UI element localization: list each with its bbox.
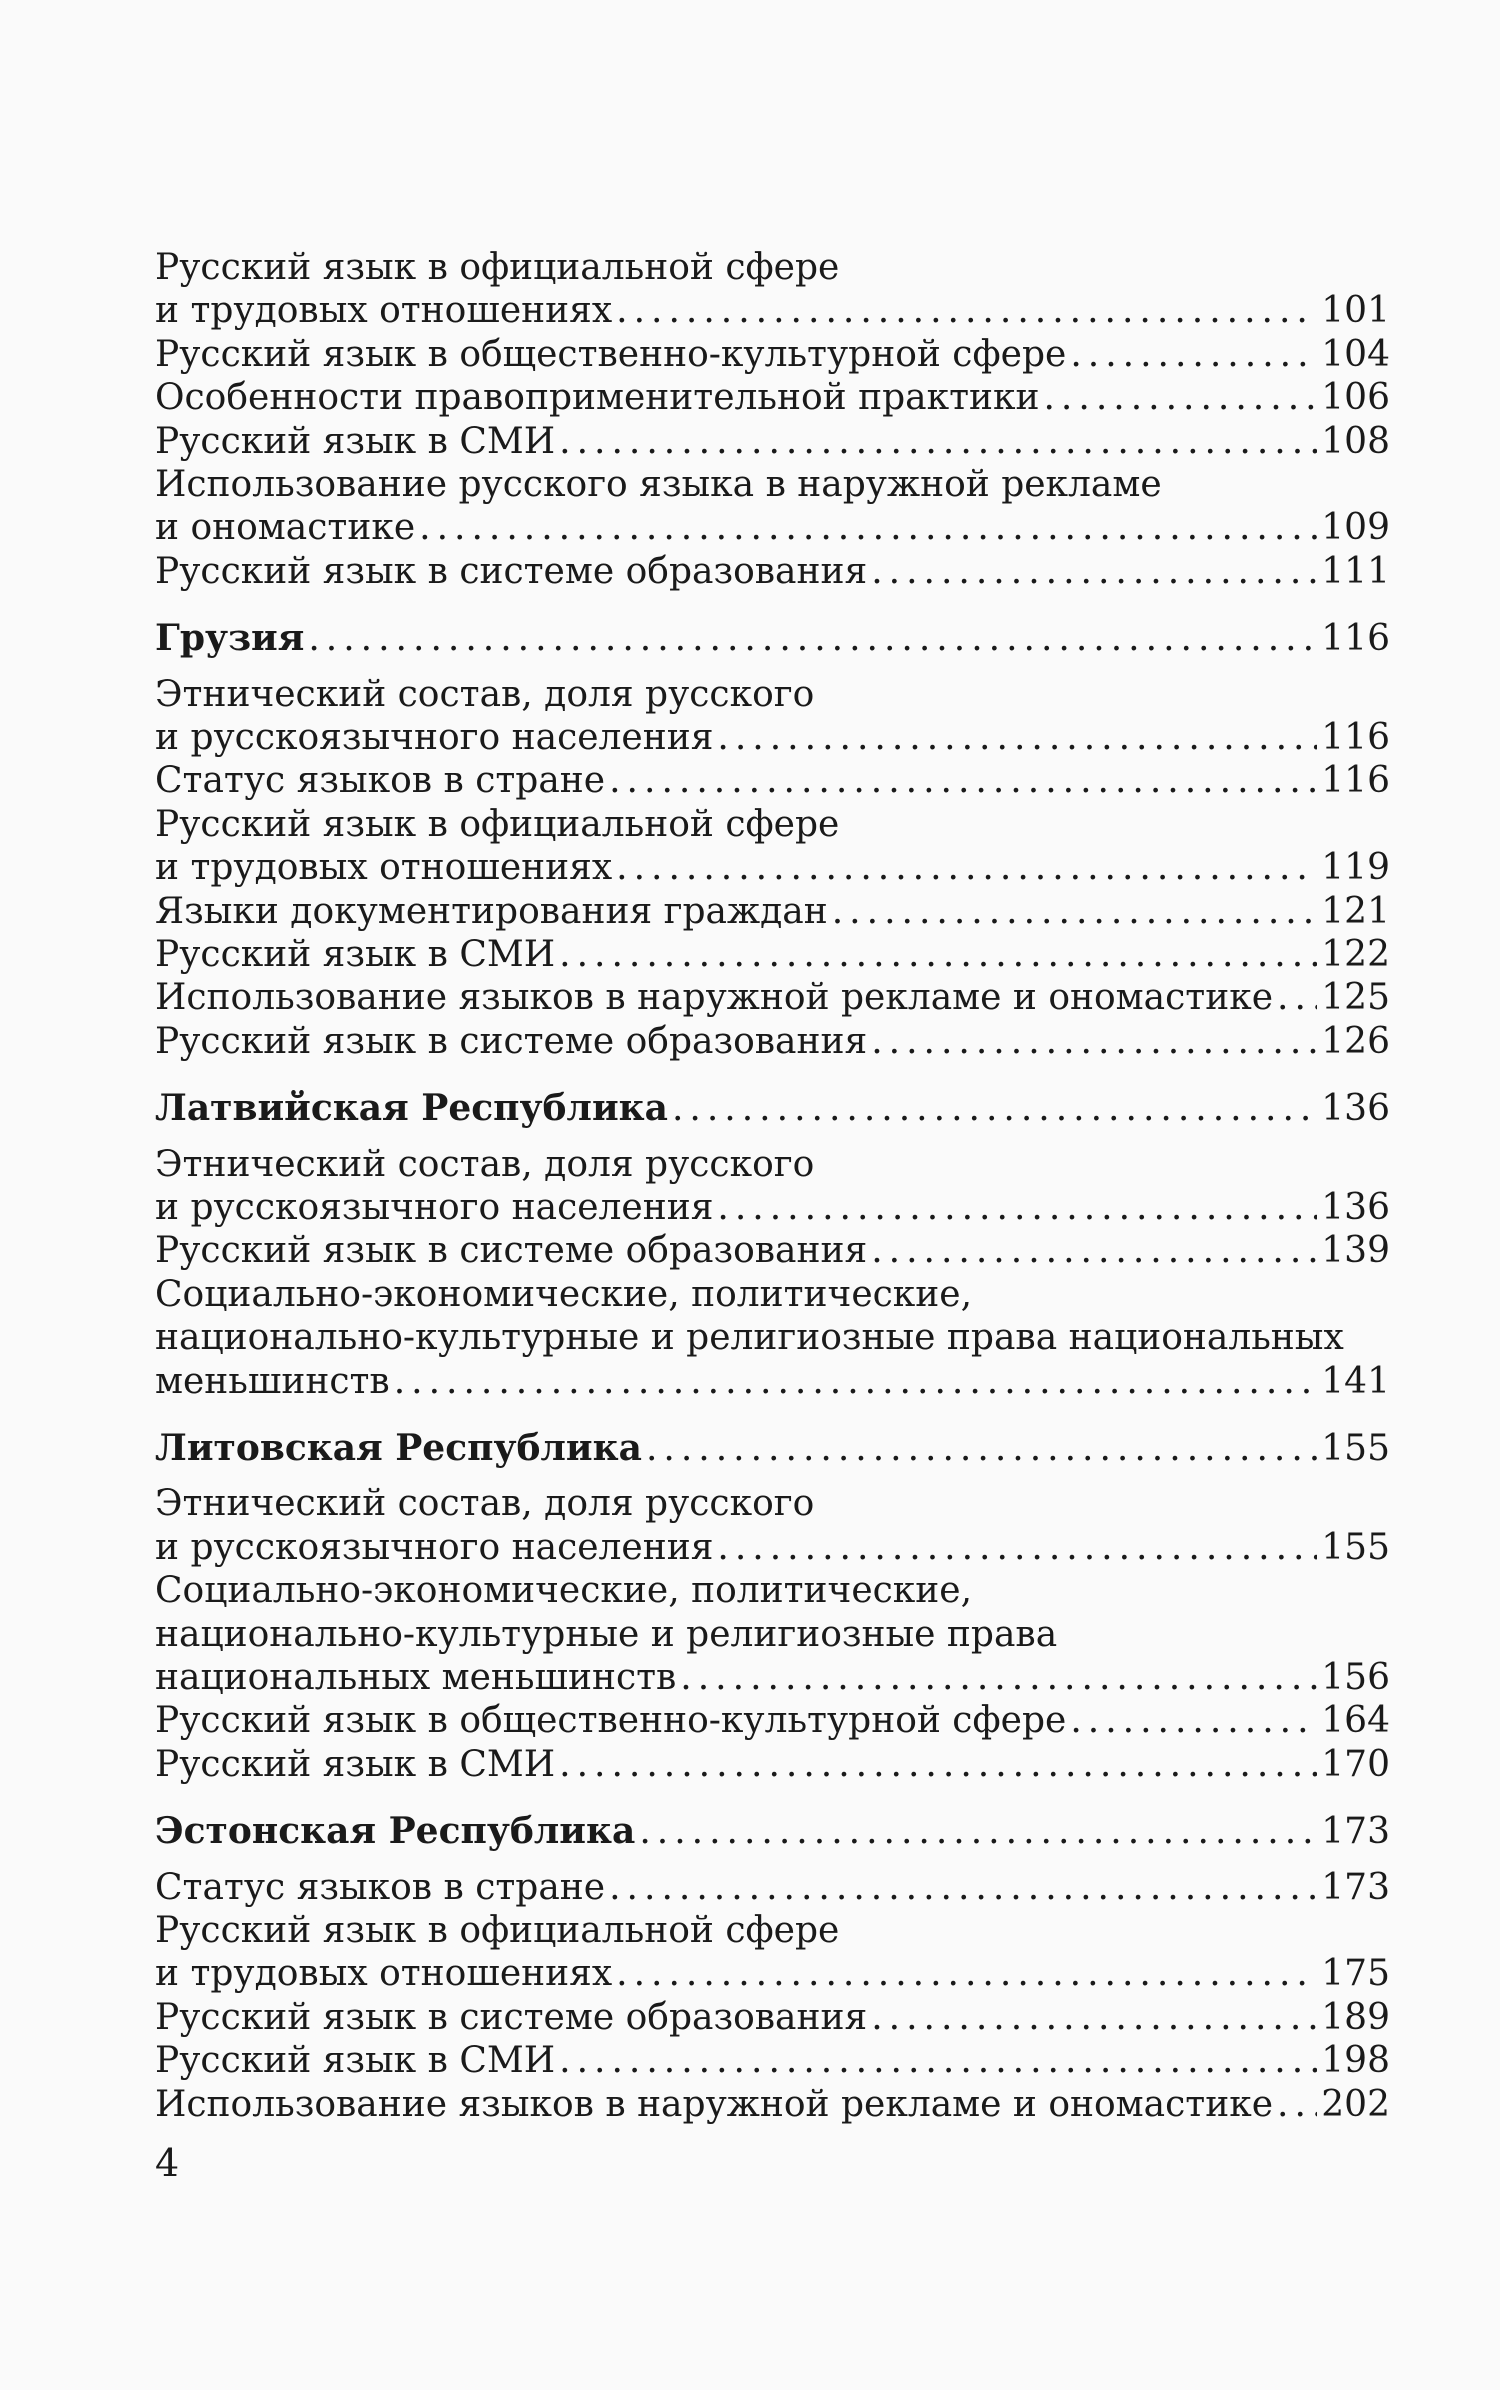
toc-entry-text: и трудовых отношениях (155, 290, 613, 332)
toc-entry-text: национально-культурные и религиозные права национальных (155, 1317, 1344, 1359)
toc-entry (155, 2082, 1390, 2128)
toc-entry-text: Использование языков в наружной рекламе и ономастике (155, 977, 1274, 1019)
toc-page-number: 126 (1321, 1020, 1390, 1062)
toc-entry-text: Статус языков в стране (155, 1866, 606, 1908)
toc-page-number: 175 (1321, 1953, 1390, 1995)
toc-page-number: 101 (1321, 290, 1390, 332)
toc-entry-text: Русский язык в системе образования (155, 1996, 868, 2038)
toc-entry-text: Этнический состав, доля русского (155, 1143, 815, 1185)
toc-entry-text: Русский язык в системе образования (155, 1020, 868, 1062)
toc-entry-text: и русскоязычного населения (155, 1187, 714, 1228)
toc-line (155, 462, 1390, 508)
dot-leader (1043, 375, 1317, 421)
toc-entry-text: Русский язык в официальной сфере (155, 247, 840, 288)
toc-entry-text: Русский язык в общественно-культурной сфере (155, 1700, 1067, 1742)
toc-entry (155, 1742, 1390, 1788)
toc-page-number: 116 (1321, 717, 1390, 758)
dot-leader (609, 758, 1317, 804)
toc-page-number: 104 (1321, 333, 1390, 375)
toc-entry-text: и русскоязычного населения (155, 1526, 714, 1568)
dot-leader (308, 616, 1317, 662)
toc-entry (155, 758, 1390, 804)
toc-entry-text: Литовская Республика (155, 1427, 642, 1469)
toc-entry (155, 375, 1390, 421)
toc-entry-text: Русский язык в СМИ (155, 2040, 556, 2082)
toc-page-number: 173 (1321, 1811, 1390, 1853)
toc-entry (155, 1359, 1390, 1405)
toc-page-number: 111 (1321, 550, 1390, 592)
toc-entry-text: Русский язык в СМИ (155, 934, 556, 975)
toc-entry (155, 2038, 1390, 2084)
toc-section-heading (155, 615, 1390, 661)
toc-line (155, 245, 1390, 291)
toc-entry (155, 1228, 1390, 1274)
toc-entry-text: Этнический состав, доля русского (155, 673, 815, 715)
toc-entry (155, 288, 1390, 334)
toc-page-number: 164 (1321, 1700, 1390, 1742)
toc-page-number: 202 (1321, 2083, 1390, 2125)
toc-entry-text: Русский язык в официальной сфере (155, 1910, 840, 1951)
toc-entry-text: Этнический состав, доля русского (155, 1483, 815, 1525)
dot-leader (559, 1742, 1317, 1788)
toc-section-heading (155, 1808, 1390, 1854)
dot-leader (871, 1995, 1317, 2041)
toc-entry (155, 1865, 1390, 1911)
toc-page-number: 155 (1321, 1428, 1390, 1469)
toc-page-number: 155 (1321, 1526, 1390, 1568)
toc-entry (155, 1995, 1390, 2041)
toc-page-number: 106 (1321, 377, 1390, 419)
dot-leader (616, 1951, 1317, 1997)
dot-leader (616, 845, 1317, 891)
dot-leader (871, 549, 1317, 595)
toc-entry-text: национально-культурные и религиозные права (155, 1613, 1058, 1655)
toc-line (155, 1142, 1390, 1188)
toc-entry (155, 332, 1390, 378)
toc-page-number: 189 (1321, 1996, 1390, 2038)
toc-line (155, 672, 1390, 718)
toc-page-number: 109 (1321, 507, 1390, 549)
toc-line (155, 1568, 1390, 1614)
dot-leader (1277, 2082, 1317, 2128)
toc-page-number: 121 (1321, 890, 1390, 932)
toc-entry-text: Латвийская Республика (155, 1087, 668, 1130)
toc-entry-text: Русский язык в официальной сфере (155, 803, 840, 845)
toc-page-number: 170 (1321, 1743, 1390, 1785)
toc-line (155, 1481, 1390, 1527)
toc-page-number: 136 (1321, 1187, 1390, 1228)
toc-entry-text: Эстонская Республика (155, 1810, 636, 1853)
toc-section-heading (155, 1425, 1390, 1471)
toc-entry-text: и трудовых отношениях (155, 1953, 613, 1995)
toc-entry (155, 549, 1390, 595)
toc-entry (155, 1525, 1390, 1571)
page-number: 4 (155, 2141, 180, 2185)
dot-leader (419, 505, 1317, 551)
toc-page-number: 198 (1321, 2040, 1390, 2082)
dot-leader (871, 1019, 1317, 1065)
dot-leader (680, 1655, 1317, 1701)
dot-leader (717, 1185, 1317, 1231)
toc-entry (155, 419, 1390, 465)
toc-page-number: 119 (1321, 847, 1390, 889)
toc-page-number: 141 (1321, 1360, 1390, 1402)
toc-entry-text: национальных меньшинств (155, 1657, 677, 1698)
toc-entry (155, 975, 1390, 1021)
toc-entry-text: Использование языков в наружной рекламе и ономастике (155, 2083, 1274, 2125)
dot-leader (871, 1228, 1317, 1274)
toc-page-number: 125 (1321, 977, 1390, 1019)
toc-entry-text: Социально-экономические, политические, (155, 1273, 973, 1315)
toc-entry (155, 889, 1390, 935)
toc-page-number: 173 (1321, 1866, 1390, 1908)
dot-leader (394, 1359, 1318, 1405)
toc-page-number: 116 (1321, 618, 1390, 660)
toc-section-heading (155, 1085, 1390, 1131)
dot-leader (717, 1525, 1317, 1571)
toc-page-number: 122 (1321, 934, 1390, 975)
toc-line (155, 1315, 1390, 1361)
toc-page-number: 116 (1321, 760, 1390, 802)
toc-entry-text: Языки документирования граждан (155, 890, 828, 932)
toc-entry (155, 505, 1390, 551)
toc-entry-text: и русскоязычного населения (155, 717, 714, 758)
toc-entry-text: Русский язык в СМИ (155, 1743, 556, 1785)
toc-entry (155, 715, 1390, 761)
toc-entry (155, 932, 1390, 978)
toc-page-number: 108 (1321, 420, 1390, 462)
toc-page-number: 156 (1321, 1657, 1390, 1698)
toc-entry (155, 1655, 1390, 1701)
toc-line (155, 802, 1390, 848)
toc-entry (155, 1019, 1390, 1065)
dot-leader (559, 2038, 1317, 2084)
toc-entry (155, 845, 1390, 891)
dot-leader (672, 1086, 1317, 1132)
toc-entry-text: Статус языков в стране (155, 760, 606, 802)
toc-entry-text: Особенности правоприменительной практики (155, 377, 1040, 419)
toc-entry-text: Русский язык в системе образования (155, 550, 868, 592)
dot-leader (616, 288, 1317, 334)
dot-leader (559, 932, 1317, 978)
toc-page-number: 136 (1321, 1088, 1390, 1130)
toc-entry-text: Социально-экономические, политические, (155, 1570, 973, 1612)
dot-leader (609, 1865, 1317, 1911)
toc-entry-text: Русский язык в общественно-культурной сфере (155, 333, 1067, 375)
toc-line (155, 1272, 1390, 1318)
dot-leader (832, 889, 1318, 935)
toc-entry-text: Использование русского языка в наружной рекламе (155, 464, 1162, 505)
toc-entry-text: меньшинств (155, 1360, 390, 1402)
dot-leader (1070, 1698, 1317, 1744)
dot-leader (559, 419, 1317, 465)
dot-leader (717, 715, 1317, 761)
toc-entry-text: и трудовых отношениях (155, 847, 613, 889)
toc-line (155, 1908, 1390, 1954)
dot-leader (1277, 975, 1317, 1021)
dot-leader (1070, 332, 1317, 378)
dot-leader (639, 1809, 1317, 1855)
toc-entry (155, 1698, 1390, 1744)
toc-entry-text: и ономастике (155, 507, 416, 549)
toc-entry-text: Русский язык в СМИ (155, 420, 556, 462)
toc-line (155, 1612, 1390, 1658)
toc-entry (155, 1951, 1390, 1997)
toc-entry (155, 1185, 1390, 1231)
toc-entry-text: Русский язык в системе образования (155, 1230, 868, 1272)
toc-entry-text: Грузия (155, 617, 305, 660)
dot-leader (646, 1426, 1317, 1472)
toc-page-number: 139 (1321, 1230, 1390, 1272)
